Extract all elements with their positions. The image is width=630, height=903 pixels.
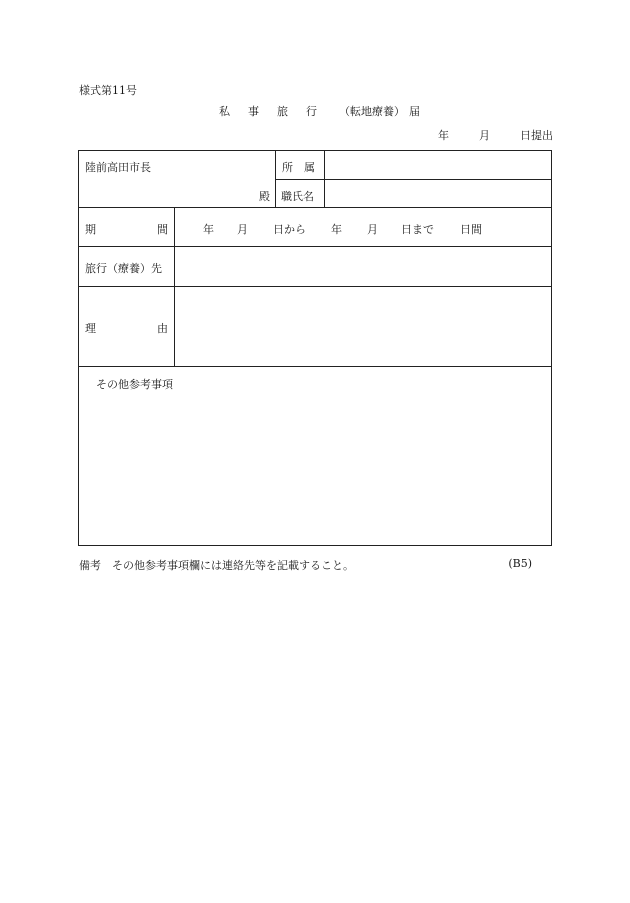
title-char: 事 (248, 105, 259, 118)
period-part: 日まで (401, 223, 434, 236)
destination-label: 旅行（療養）先 (85, 262, 162, 275)
title-parenthetical: （転地療養） (339, 105, 405, 118)
period-part: 年 (203, 223, 214, 236)
period-part: 月 (367, 223, 378, 236)
divider (79, 366, 551, 367)
divider (174, 207, 175, 366)
paper-size-label: (B5) (508, 557, 532, 570)
title-char: 私 (219, 105, 230, 118)
destination-field[interactable] (181, 260, 547, 276)
title-char: 旅 (277, 105, 288, 118)
reason-label-left: 理 (85, 322, 96, 335)
period-label-right: 間 (157, 223, 168, 236)
other-notes-field[interactable] (96, 396, 544, 536)
submit-date (438, 127, 553, 143)
divider (275, 179, 551, 180)
affiliation-field[interactable] (331, 159, 547, 175)
divider (79, 207, 551, 208)
name-label: 職氏名 (281, 190, 314, 203)
title-char: 行 (306, 105, 317, 118)
submit-year-label: 年 (438, 129, 449, 142)
document-title (219, 103, 420, 119)
name-field[interactable] (331, 188, 547, 204)
reason-label-right: 由 (157, 322, 168, 335)
remarks-note: 備考 その他参考事項欄には連絡先等を記載すること。 (79, 559, 354, 572)
affiliation-label: 所 属 (282, 161, 315, 174)
addressee-honorific: 殿 (259, 190, 270, 203)
period-part: 月 (237, 223, 248, 236)
reason-field[interactable] (181, 293, 547, 361)
submit-day-label: 日提出 (520, 129, 553, 142)
divider (79, 286, 551, 287)
title-end: 届 (409, 105, 420, 118)
period-part: 日から (273, 223, 306, 236)
divider (79, 246, 551, 247)
period-part: 年 (331, 223, 342, 236)
other-notes-label: その他参考事項 (96, 378, 173, 391)
addressee-name: 陸前高田市長 (85, 161, 151, 174)
period-label-left: 期 (85, 223, 96, 236)
divider (275, 151, 276, 207)
application-form-table (78, 150, 552, 546)
submit-month-label: 月 (479, 129, 490, 142)
period-part: 日間 (460, 223, 482, 236)
divider (324, 151, 325, 207)
form-number: 様式第11号 (79, 84, 137, 97)
